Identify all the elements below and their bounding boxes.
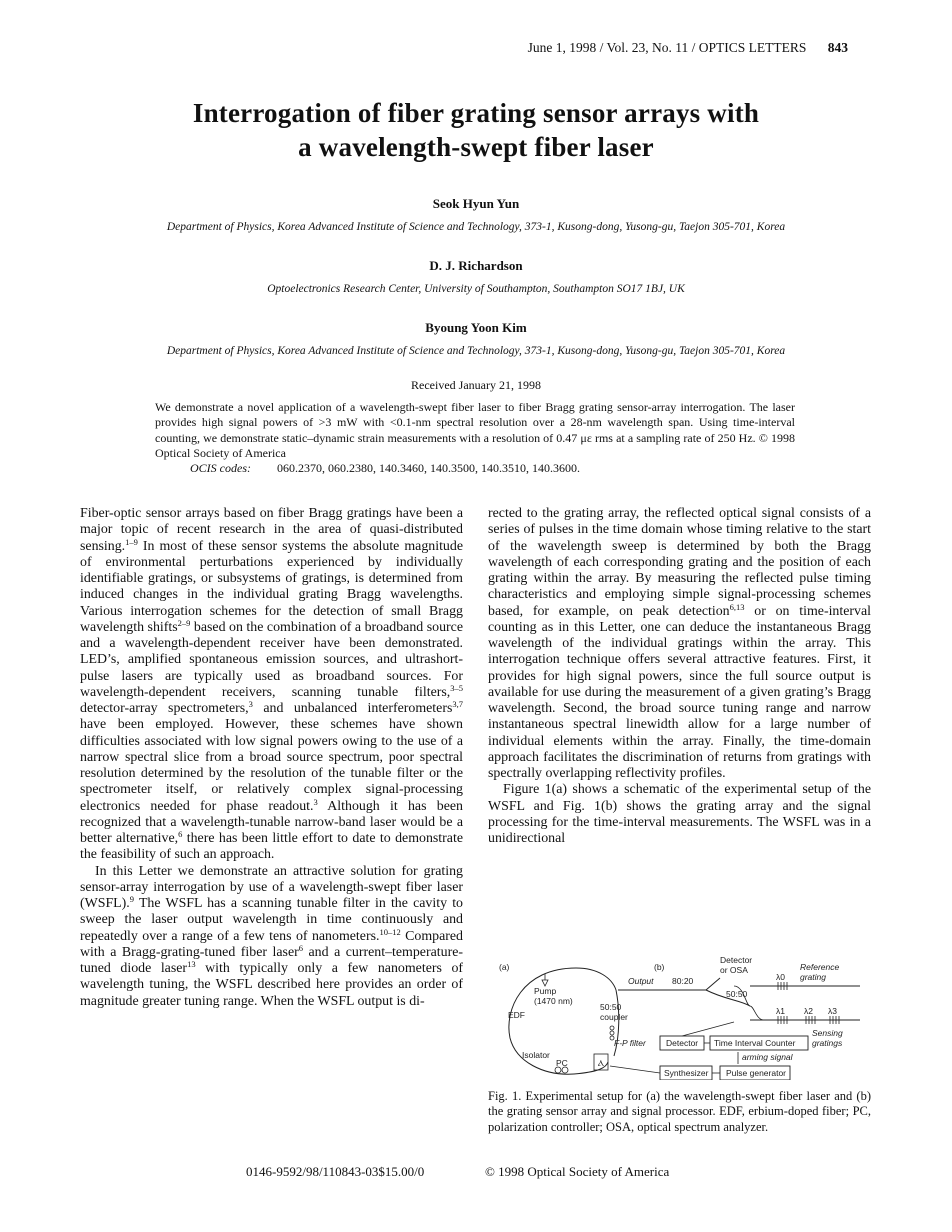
ref: 13 <box>187 959 196 969</box>
paper-title <box>80 96 872 164</box>
label-b: (b) <box>654 962 665 972</box>
grating-marks <box>778 982 839 1024</box>
author-2: D. J. Richardson <box>429 258 523 273</box>
affiliation-3: Department of Physics, Korea Advanced Institute of Science and Technology, 373-1, Kusong-dong, Yusong-gu, Taejon 305-701, Korea <box>166 345 786 357</box>
paragraph-continued: rected to the grating array, the reflected optical signal consists of a series of pulses in the time domain whose timing relative to the start of the wavelength sweep is determined by both the Bragg wavelength of each corresponding grating and the position of each grating within the array. By measuring the reflected pulse timing characteristics and employing simple signal-processing schemes based, for example, on peak detection$^{6,13}$ or on time-interval counting as in this Letter, one can deduce the instantaneous Bragg wavelength of the individual gratings within the array. This interrogation technique offers several attractive features. First, it provides for high signal powers, since the full source output is available for use during the measurement of a given grating’s Bragg wavelength. Second, the broad source tuning range and narrow instantaneous spectral linewidth allow for a large number of individual elements within the array. Finally, the time-domain approach facilitates the discrimination of returns from gratings with spectrally overlapping reflectivity profiles. <box>488 506 871 781</box>
output-label: Output <box>628 976 654 986</box>
ref: 10–12 <box>379 926 401 937</box>
author-3: Byoung Yoon Kim <box>425 320 527 335</box>
sensing-gratings-label-2: gratings <box>812 1038 843 1048</box>
lambda-0: λ0 <box>776 972 785 982</box>
footer-code: 0146-9592/98/110843-03$15.00/0 <box>246 1164 425 1179</box>
running-header <box>528 40 848 56</box>
detector-box-label: Detector <box>666 1038 699 1048</box>
arming-signal-label: arming signal <box>742 1052 793 1062</box>
title-line-2: a wavelength-swept fiber laser <box>298 132 654 162</box>
detector-osa-label-2: or OSA <box>720 965 748 975</box>
lambda-2: λ2 <box>804 1006 813 1016</box>
ref: 6 <box>298 942 303 953</box>
affiliation-1: Department of Physics, Korea Advanced Institute of Science and Technology, 373-1, Kusong-dong, Yusong-gu, Taejon 305-701, Korea <box>166 221 786 233</box>
paragraph-intro: Fiber-optic sensor arrays based on fiber Bragg gratings have been a major topic of recent research in the area of quasi-distributed sensing.$^{1-9}$ In most of these sensor systems the absolute magnitude of environmental perturbations experienced by individually identifiable gratings, or subsystems of gratings, is determined from induced changes in the individual grating Bragg wavelengths. Various interrogation schemes for the detection of small Bragg wavelength shifts$^{2-9}$ based on the combination of a broadband source and a wavelength-dependent receiver have been demonstrated. LED’s, amplified spontaneous emission sources, and ultrashort-pulse lasers are typically used as broadband sources. For wavelength-dependent receivers, scanning tunable filters,$^{3-5}$ detector-array spectrometers,$^3$ and unbalanced interferometers$^{3,7}$ have been employed. However, these schemes have shown difficulties associated with low signal powers owing to the use of a narrow spectral slice from a broad source spectrum, poor spectral resolution determined by the resolution of the tunable filter or the spectrometer itself, or relatively complex signal-processing electronics needed for phase readout.$^3$ Although it has been recognized that a wavelength-tunable narrow-band laser would be a better alternative,$^6$ there has been little effort to date to demonstrate the feasibility of such an approach. <box>80 506 463 863</box>
pump-label: Pump <box>534 986 557 996</box>
fp-filter-icon: Ⲁ <box>598 1058 605 1068</box>
ocis-codes <box>190 461 580 476</box>
tic-box-label: Time Interval Counter <box>714 1038 796 1048</box>
ref: 6 <box>178 829 183 839</box>
right-column <box>488 506 871 847</box>
coupler-8020-label: 80:20 <box>672 976 694 986</box>
figure-1-caption: Fig. 1. Experimental setup for (a) the wavelength-swept fiber laser and (b) the grating sensor array and signal processor. EDF, erbium-doped fiber; PC, polarization controller; OSA, optical spectrum analyzer. <box>488 1089 871 1134</box>
reference-grating-label-1: Reference <box>800 962 840 972</box>
affiliation-2: Optoelectronics Research Center, University of Southampton, Southampton SO17 1BJ, UK <box>267 283 685 295</box>
ref: 2–9 <box>177 617 191 628</box>
pump-wavelength: (1470 nm) <box>534 996 573 1006</box>
ocis-label: OCIS codes: <box>190 461 251 475</box>
edf-label: EDF <box>508 1010 525 1020</box>
abstract: We demonstrate a novel application of a wavelength-swept fiber laser to fiber Bragg grating sensor-array interrogation. The laser provides high signal powers of >3 mW with <0.1-nm spectral resolution over a 28-nm wavelength span. Using time-interval counting, we demonstrate static–dynamic strain measurements with a resolution of 0.47 με rms at a sampling rate of 250 Hz. © 1998 Optical Society of America <box>155 400 795 460</box>
pc-label: PC <box>556 1058 568 1068</box>
ref: 3 <box>248 699 253 709</box>
ref: 3 <box>313 796 318 807</box>
coupler-5050b-label: 50:50 <box>726 989 748 999</box>
paragraph-letter: In this Letter we demonstrate an attractive solution for grating sensor-array interrogation by use of a wavelength-swept fiber laser (WSFL).$^9$ The WSFL has a scanning tunable filter in the cavity to sweep the laser output wavelength in time continuously and repeatedly over a range of a few tens of nanometers.$^{10-12}$ Compared with a Bragg-grating-tuned fiber laser$^6$ and a current–temperature-tuned diode laser$^{13}$ with typically only a few nanometers of wavelength tuning, the WSFL described here provides an order of magnitude greater tuning range. When the WSFL output is di- <box>80 863 464 1009</box>
fp-filter-label: F-P filter <box>614 1038 646 1048</box>
ref: 9 <box>129 894 135 904</box>
left-column <box>80 506 463 1010</box>
paragraph-setup: Figure 1(a) shows a schematic of the experimental setup of the WSFL and Fig. 1(b) shows the grating array and the signal processing for the time-interval measurements. The WSFL was in a unidirectional <box>488 782 871 846</box>
coil-icon <box>610 1026 614 1030</box>
ref: 6,13 <box>729 601 745 612</box>
footer-copyright: © 1998 Optical Society of America <box>485 1164 670 1179</box>
coupler-word: coupler <box>600 1012 628 1022</box>
coupler-5050-label: 50:50 <box>600 1002 622 1012</box>
sensing-gratings-label-1: Sensing <box>812 1028 843 1038</box>
page-number: 843 <box>827 40 848 55</box>
received-date: Received January 21, 1998 <box>411 378 541 392</box>
figure-1-setup-diagram <box>494 950 860 1080</box>
isolator-label: Isolator <box>522 1050 550 1060</box>
pulse-generator-box-label: Pulse generator <box>726 1068 787 1078</box>
detector-osa-label-1: Detector <box>720 955 753 965</box>
reference-grating-label-2: grating <box>800 972 826 982</box>
title-line-1: Interrogation of fiber grating sensor arrays with <box>192 98 760 128</box>
synthesizer-box-label: Synthesizer <box>664 1068 709 1078</box>
ref: 3,7 <box>452 699 463 709</box>
journal-info: June 1, 1998 / Vol. 23, No. 11 / OPTICS LETTERS <box>527 40 807 55</box>
ocis-code-list: 060.2370, 060.2380, 140.3460, 140.3500, 140.3510, 140.3600. <box>276 461 580 475</box>
label-a: (a) <box>499 962 510 972</box>
ref: 3–5 <box>450 682 463 693</box>
lambda-1: λ1 <box>776 1006 785 1016</box>
lambda-3: λ3 <box>828 1006 837 1016</box>
ref: 1–9 <box>125 536 138 547</box>
author-1: Seok Hyun Yun <box>432 196 520 211</box>
